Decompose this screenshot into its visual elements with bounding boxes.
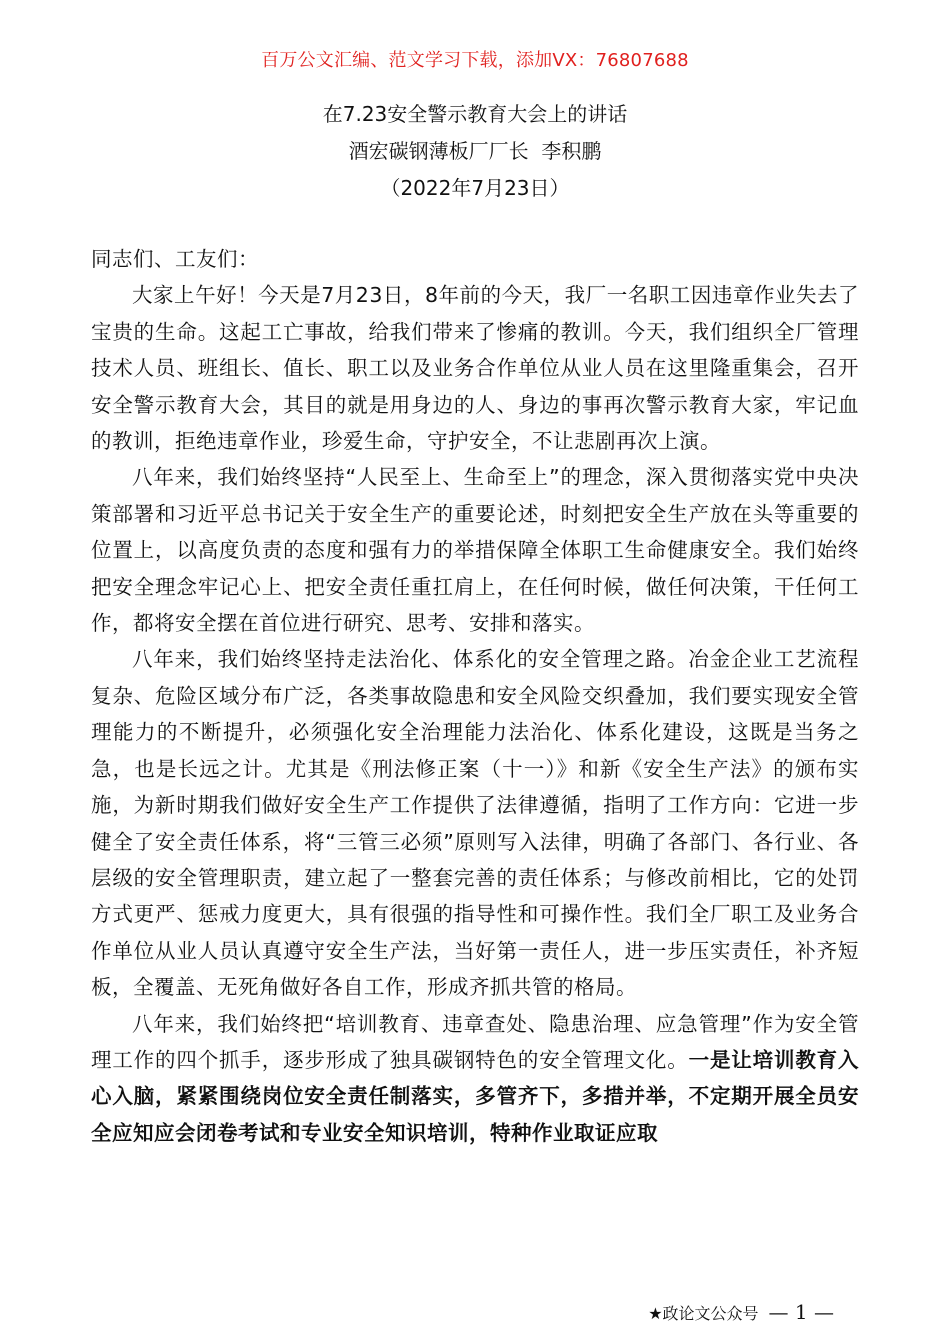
salutation: 同志们、工友们：	[91, 247, 259, 271]
paragraph-4-normal: 八年来，我们始终把“培训教育、违章查处、隐患治理、应急管理”作为安全管理工作的四个抓手，逐步形成了独具碳钢特色的安全管理文化。	[91, 1011, 859, 1072]
paragraph-2: 八年来，我们始终坚持“人民至上、生命至上”的理念，深入贯彻落实党中央决策部署和习近平总书记关于安全生产的重要论述，时刻把安全生产放在头等重要的位置上，以高度负责的态度和强有力的举措保障全体职工生命健康安全。我们始终把安全理念牢记心上、把安全责任重扛肩上，在任何时候，做任何决策，干任何工作，都将安全摆在首位进行研究、思考、安排和落实。	[91, 465, 859, 636]
speech-body	[91, 241, 859, 1151]
paragraph-4-bold: 一是让培训教育入心入脑，紧紧围绕岗位安全责任制落实，多管齐下，多措并举，不定期开展全员安全应知应会闭卷考试和专业安全知识培训，特种作业取证应取	[91, 1047, 860, 1145]
page-footer	[648, 1300, 834, 1324]
page-number: — 1 —	[768, 1300, 834, 1324]
speech-title: 在7.23安全警示教育大会上的讲话	[322, 102, 628, 126]
paragraph-1: 大家上午好！今天是7月23日，8年前的今天，我厂一名职工因违章作业失去了宝贵的生命。这起工亡事故，给我们带来了惨痛的教训。今天，我们组织全厂管理技术人员、班组长、值长、职工以及业务合作单位从业人员在这里隆重集会，召开安全警示教育大会，其目的就是用身边的人、身边的事再次警示教育大家，牢记血的教训，拒绝违章作业，珍爱生命，守护安全，不让悲剧再次上演。	[91, 283, 859, 454]
paragraph-4	[91, 1006, 859, 1152]
title-block	[0, 96, 950, 207]
footer-source: ★政论文公众号	[648, 1304, 759, 1323]
speech-date: （2022年7月23日）	[380, 176, 570, 200]
watermark-banner: 百万公文汇编、范文学习下载，添加VX：76807688	[261, 50, 689, 71]
speaker-line: 酒宏碳钢薄板厂厂长 李积鹏	[348, 139, 602, 163]
paragraph-3: 八年来，我们始终坚持走法治化、体系化的安全管理之路。冶金企业工艺流程复杂、危险区域分布广泛，各类事故隐患和安全风险交织叠加，我们要实现安全管理能力的不断提升，必须强化安全治理能力法治化、体系化建设，这既是当务之急，也是长远之计。尤其是《刑法修正案（十一）》和新《安全生产法》的颁布实施，为新时期我们做好安全生产工作提供了法律遵循，指明了工作方向：它进一步健全了安全责任体系，将“三管三必须”原则写入法律，明确了各部门、各行业、各层级的安全管理职责，建立起了一整套完善的责任体系；与修改前相比，它的处罚方式更严、惩戒力度更大，具有很强的指导性和可操作性。我们全厂职工及业务合作单位从业人员认真遵守安全生产法，当好第一责任人，进一步压实责任，补齐短板，全覆盖、无死角做好各自工作，形成齐抓共管的格局。	[91, 647, 859, 1000]
